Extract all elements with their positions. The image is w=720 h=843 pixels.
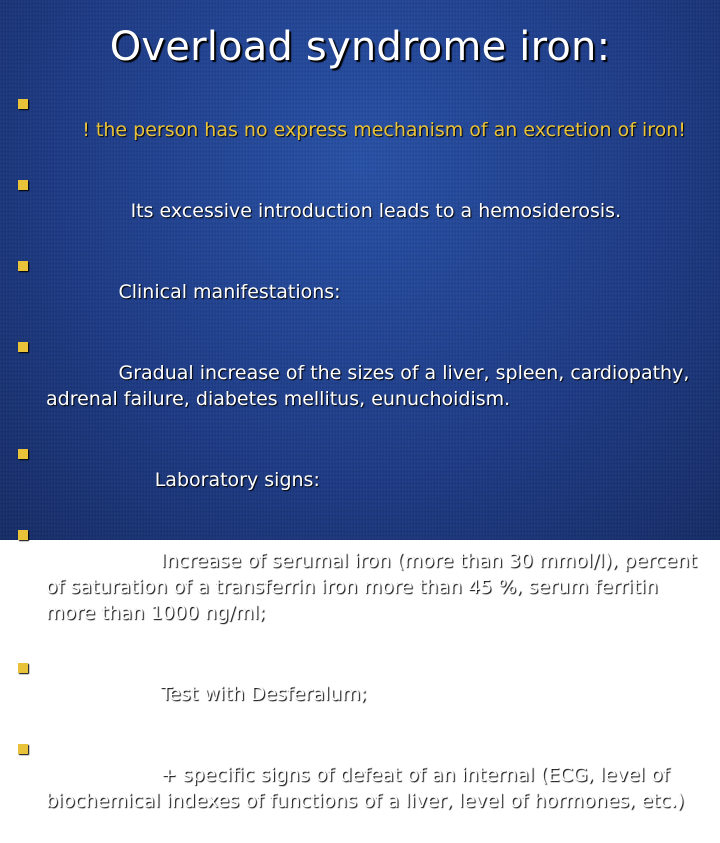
square-bullet-icon xyxy=(18,180,28,190)
square-bullet-icon xyxy=(18,449,28,459)
bullet-item-excretion xyxy=(18,91,708,169)
bullet-item-clinical-heading xyxy=(18,253,708,331)
bullet-item-laboratory-heading xyxy=(18,441,708,519)
bullet-text: Laboratory signs: xyxy=(82,469,320,491)
bullet-text: + specific signs of defeat of an internal (ECG, level of biochemical indexes of functions of a liver, level of hormones, etc.) xyxy=(46,764,685,812)
bullet-item-iron-values xyxy=(18,522,708,652)
bullet-item-clinical-signs xyxy=(18,334,708,438)
square-bullet-icon xyxy=(18,530,28,540)
square-bullet-icon xyxy=(18,744,28,754)
slide-title: Overload syndrome iron: xyxy=(109,24,611,70)
square-bullet-icon xyxy=(18,99,28,109)
bullet-text: Its excessive introduction leads to a hemosiderosis. xyxy=(82,200,622,222)
bullet-item-hemosiderosis xyxy=(18,172,708,250)
bullet-item-specific-signs xyxy=(18,736,708,840)
bullet-item-desferal-test xyxy=(18,655,708,733)
bullet-text: Clinical manifestations: xyxy=(82,281,341,303)
bullet-text: Test with Desferalum; xyxy=(82,683,367,705)
bullet-text: ! the person has no express mechanism of an excretion of iron! xyxy=(82,119,686,141)
bullet-text: Increase of serumal iron (more than 30 mmol/l), percent of saturation of a transferrin iron more than 45 %, serum ferritin more than 1000 ng/ml; xyxy=(46,550,703,624)
square-bullet-icon xyxy=(18,663,28,673)
square-bullet-icon xyxy=(18,342,28,352)
bullet-text: Gradual increase of the sizes of a liver, spleen, cardiopathy, adrenal failure, diabetes mellitus, eunuchoidism. xyxy=(46,362,696,410)
square-bullet-icon xyxy=(18,261,28,271)
bullet-list xyxy=(18,91,708,843)
